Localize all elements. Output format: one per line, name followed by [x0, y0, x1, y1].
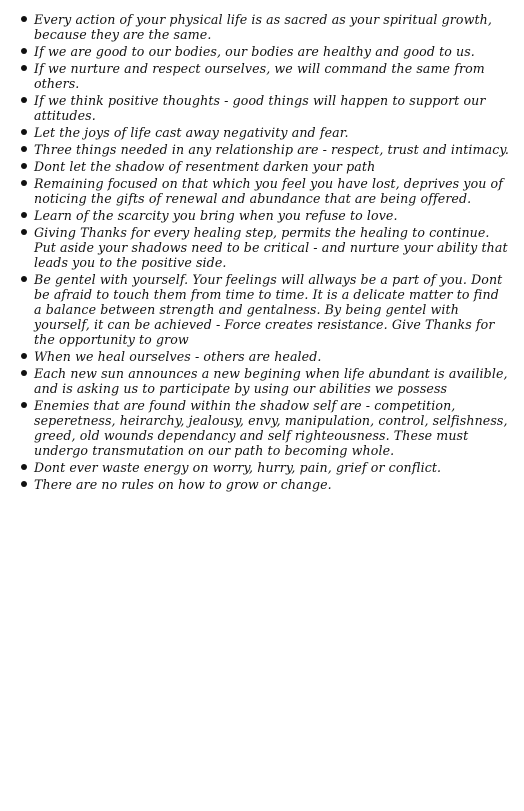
bullet-dot-icon [21, 464, 27, 470]
note-text: When we heal ourselves - others are healed. [34, 349, 322, 364]
bullet-dot-icon [21, 370, 27, 376]
note-text: Dont ever waste energy on worry, hurry, pain, grief or conflict. [34, 460, 442, 475]
list-item [20, 44, 510, 59]
list-item [20, 176, 510, 206]
list-item [20, 125, 510, 140]
bullet-dot-icon [21, 402, 27, 408]
list-item [20, 142, 510, 157]
note-text: Enemies that are found within the shadow self are - competition, seperetness, heirarchy, jealousy, envy, manipulation, control, selfishness, greed, old wounds dependancy and self righteousness. These must undergo transmutation on our path to becoming whole. [34, 398, 508, 458]
bullet-dot-icon [21, 16, 27, 22]
list-item [20, 93, 510, 123]
bullet-dot-icon [21, 229, 27, 235]
note-text: If we think positive thoughts - good things will happen to support our attitudes. [34, 93, 486, 123]
bullet-dot-icon [21, 146, 27, 152]
list-item [20, 225, 510, 270]
affirmation-list [20, 12, 510, 492]
bullet-dot-icon [21, 276, 27, 282]
note-text: Giving Thanks for every healing step, permits the healing to continue. Put aside your shadows need to be critical - and nurture your ability that leads you to the positive side. [34, 225, 508, 270]
list-item [20, 159, 510, 174]
bullet-dot-icon [21, 97, 27, 103]
list-item [20, 460, 510, 475]
note-text: Three things needed in any relationship are - respect, trust and intimacy. [34, 142, 510, 157]
note-text: There are no rules on how to grow or change. [34, 477, 332, 492]
bullet-dot-icon [21, 353, 27, 359]
bullet-dot-icon [21, 163, 27, 169]
note-text: Remaining focused on that which you feel you have lost, deprives you of noticing the gifts of renewal and abundance that are being offered. [34, 176, 504, 206]
list-item [20, 208, 510, 223]
note-text: Dont let the shadow of resentment darken your path [34, 159, 376, 174]
note-text: Be gentel with yourself. Your feelings will allways be a part of you. Dont be afraid to touch them from time to time. It is a delicate matter to find a balance between strength and gentalness. By being gentel with yourself, it can be achieved - Force creates resistance. Give Thanks for the opportunity to grow [34, 272, 503, 347]
bullet-dot-icon [21, 65, 27, 71]
list-item [20, 366, 510, 396]
note-text: Let the joys of life cast away negativity and fear. [34, 125, 349, 140]
list-item [20, 349, 510, 364]
bullet-dot-icon [21, 180, 27, 186]
note-text: Every action of your physical life is as sacred as your spiritual growth, because they are the same. [34, 12, 492, 42]
bullet-dot-icon [21, 212, 27, 218]
bullet-dot-icon [21, 48, 27, 54]
list-item [20, 61, 510, 91]
bullet-dot-icon [21, 481, 27, 487]
list-item [20, 398, 510, 458]
note-text: If we nurture and respect ourselves, we will command the same from others. [34, 61, 485, 91]
list-item [20, 12, 510, 42]
note-text: If we are good to our bodies, our bodies are healthy and good to us. [34, 44, 475, 59]
note-text: Learn of the scarcity you bring when you refuse to love. [34, 208, 398, 223]
bullet-dot-icon [21, 129, 27, 135]
note-text: Each new sun announces a new begining when life abundant is availible, and is asking us to participate by using our abilities we possess [34, 366, 508, 396]
list-item [20, 272, 510, 347]
list-item [20, 477, 510, 492]
